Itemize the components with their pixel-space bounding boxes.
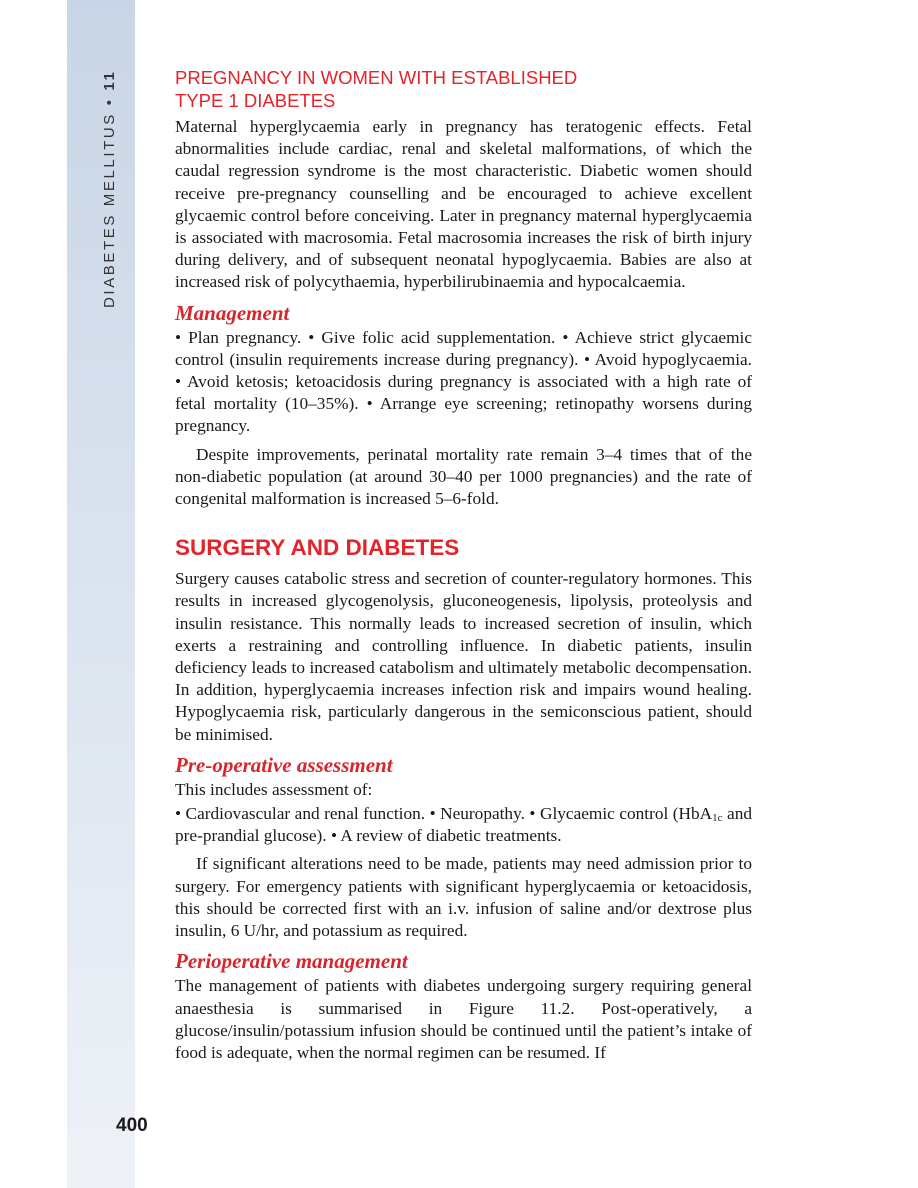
management-heading: Management bbox=[175, 300, 290, 325]
surgery-paragraph: Surgery causes catabolic stress and secretion of counter-regulatory hormones. This results in increased glycogenolysis, gluconeogenesis, lipolysis, proteolysis and insulin resistance. This normally leads to increased secretion of insulin, which exerts a restraining and controlling influence. In diabetic patients, insulin deficiency leads to increased catabolism and ultimately metabolic decompensation. In addition, hyperglycaemia increases infection risk and impairs wound healing. Hypoglycaemia risk, particularly dangerous in the semiconscious patient, should be minimised. bbox=[175, 569, 752, 744]
pregnancy-heading-line2: TYPE 1 DIABETES bbox=[175, 90, 336, 111]
running-head-section: DIABETES MELLITUS bbox=[101, 112, 118, 308]
surgery-heading: SURGERY AND DIABETES bbox=[175, 535, 460, 561]
page-content bbox=[175, 66, 752, 1064]
preop-list-part1: • Cardiovascular and renal function. • Neuropathy. • Glycaemic control (HbA bbox=[175, 804, 713, 824]
periop-heading: Perioperative management bbox=[175, 949, 408, 974]
management-paragraph: Despite improvements, perinatal mortality rate remain 3–4 times that of the non-diabetic population (at around 30–40 per 1000 pregnancies) and the rate of congenital malformation is increased 5–6-fold. bbox=[175, 444, 752, 509]
running-head-bullet: • bbox=[101, 97, 118, 106]
management-list: • Plan pregnancy. • Give folic acid supplementation. • Achieve strict glycaemic control (insulin requirements increase during pregnancy). • Avoid hypoglycaemia. • Avoid ketosis; ketoacidosis during pregnancy is associated with a high rate of fetal mortality (10–35%). • Arrange eye screening; retinopathy worsens during pregnancy. bbox=[175, 327, 752, 436]
running-head-chapter: 11 bbox=[101, 69, 118, 91]
preop-list bbox=[175, 803, 752, 847]
pregnancy-heading bbox=[175, 66, 752, 112]
page-number: 400 bbox=[116, 1115, 148, 1136]
preop-heading: Pre-operative assessment bbox=[175, 752, 393, 777]
preop-paragraph: If significant alterations need to be made, patients may need admission prior to surgery. For emergency patients with significant hyperglycaemia or ketoacidosis, this should be corrected first with an i.v. infusion of saline and/or dextrose plus insulin, 6 U/hr, and potassium as required. bbox=[175, 854, 752, 941]
pregnancy-paragraph: Maternal hyperglycaemia early in pregnancy has teratogenic effects. Fetal abnormalities include cardiac, renal and skeletal malformations, of which the caudal regression syndrome is the most characteristic. Diabetic women should receive pre-pregnancy counselling and be encouraged to achieve excellent glycaemic control before conceiving. Later in pregnancy maternal hyperglycaemia is associated with macrosomia. Fetal macrosomia increases the risk of birth injury during delivery, and of subsequent neonatal hypoglycaemia. Babies are also at increased risk of polycythaemia, hyperbilirubinaemia and hypocalcaemia. bbox=[175, 117, 752, 292]
preop-list-subscript: 1c bbox=[712, 812, 723, 825]
preop-intro: This includes assessment of: bbox=[175, 779, 373, 799]
running-head bbox=[101, 70, 118, 308]
preop-list-part2: and pre-prandial glucose). • A review of diabetic treatments. bbox=[175, 804, 752, 846]
pregnancy-heading-line1: PREGNANCY IN WOMEN WITH ESTABLISHED bbox=[175, 67, 578, 88]
periop-paragraph: The management of patients with diabetes undergoing surgery requiring general anaesthesia is summarised in Figure 11.2. Post-operatively, a glucose/insulin/potassium infusion should be continued until the patient’s intake of food is adequate, when the normal regimen can be resumed. If bbox=[175, 976, 752, 1062]
